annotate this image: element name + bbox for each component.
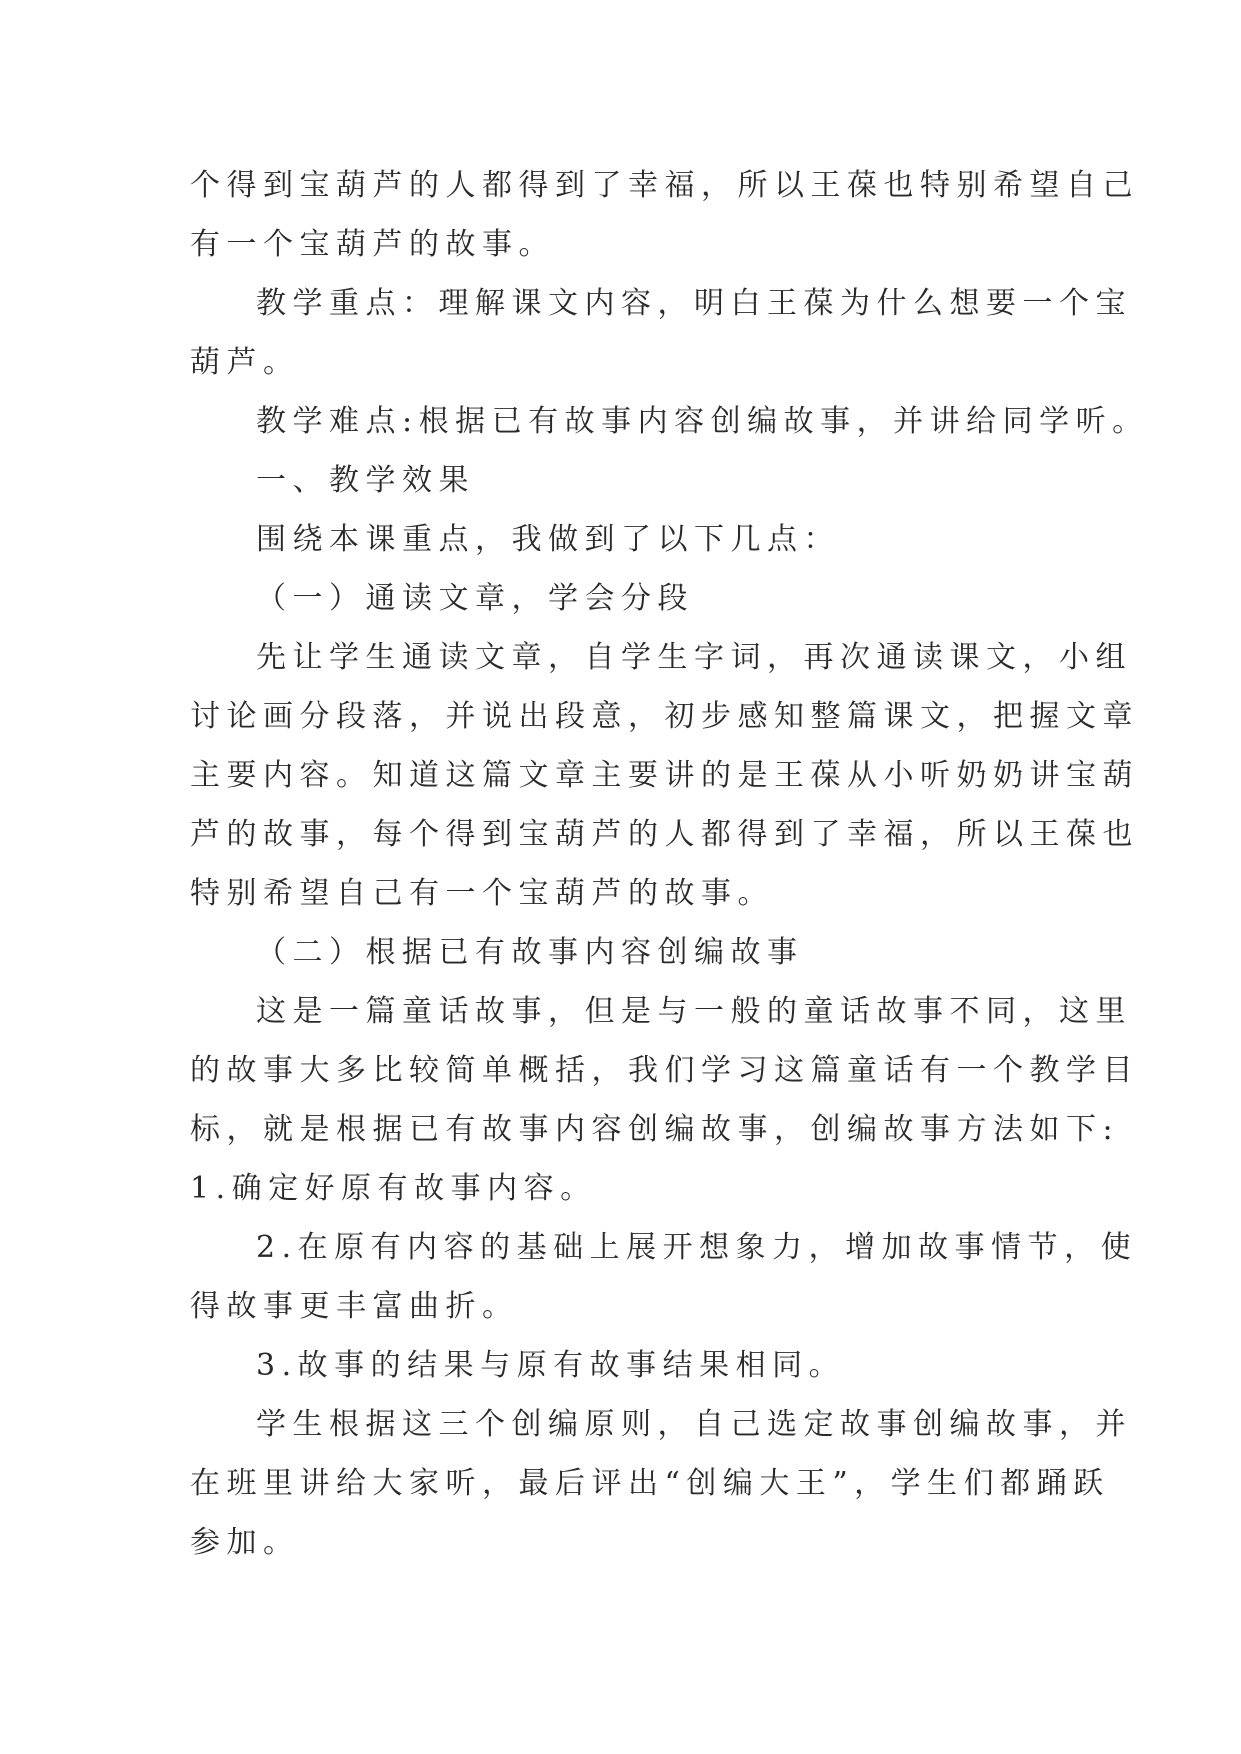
list-item: 2.在原有内容的基础上展开想象力，增加故事情节，使 (256, 1230, 1138, 1265)
text-line: 芦的故事，每个得到宝葫芦的人都得到了幸福，所以王葆也 (190, 817, 1139, 852)
list-item: 3.故事的结果与原有故事结果相同。 (256, 1348, 846, 1383)
text-line: 标，就是根据已有故事内容创编故事，创编故事方法如下: (190, 1112, 1120, 1147)
text-line: 个得到宝葫芦的人都得到了幸福，所以王葆也特别希望自己 (190, 168, 1139, 203)
subsection-heading: （二）根据已有故事内容创编故事 (256, 935, 804, 970)
text-line: 教学难点:根据已有故事内容创编故事，并讲给同学听。 (256, 404, 1149, 439)
text-line: 特别希望自己有一个宝葫芦的故事。 (190, 876, 774, 911)
text-line: 这是一篇童话故事，但是与一般的童话故事不同，这里 (256, 994, 1132, 1029)
text-line: 教学重点：理解课文内容，明白王葆为什么想要一个宝 (256, 286, 1132, 321)
section-heading: 一、教学效果 (256, 463, 475, 498)
text-line: 参加。 (190, 1525, 300, 1560)
text-line: 葫芦。 (190, 345, 300, 380)
list-item: 1.确定好原有故事内容。 (190, 1171, 597, 1206)
text-line: 在班里讲给大家听，最后评出“创编大王”，学生们都踊跃 (190, 1466, 1110, 1501)
text-line: 得故事更丰富曲折。 (190, 1289, 519, 1324)
text-line: 的故事大多比较简单概括，我们学习这篇童话有一个教学目 (190, 1053, 1139, 1088)
text-line: 有一个宝葫芦的故事。 (190, 227, 555, 262)
text-line: 围绕本课重点，我做到了以下几点： (256, 522, 840, 557)
text-line: 主要内容。知道这篇文章主要讲的是王葆从小听奶奶讲宝葫 (190, 758, 1139, 793)
text-line: 先让学生通读文章，自学生字词，再次通读课文，小组 (256, 640, 1132, 675)
text-line: 学生根据这三个创编原则，自己选定故事创编故事，并 (256, 1407, 1132, 1442)
subsection-heading: （一）通读文章，学会分段 (256, 581, 694, 616)
text-line: 讨论画分段落，并说出段意，初步感知整篇课文，把握文章 (190, 699, 1139, 734)
